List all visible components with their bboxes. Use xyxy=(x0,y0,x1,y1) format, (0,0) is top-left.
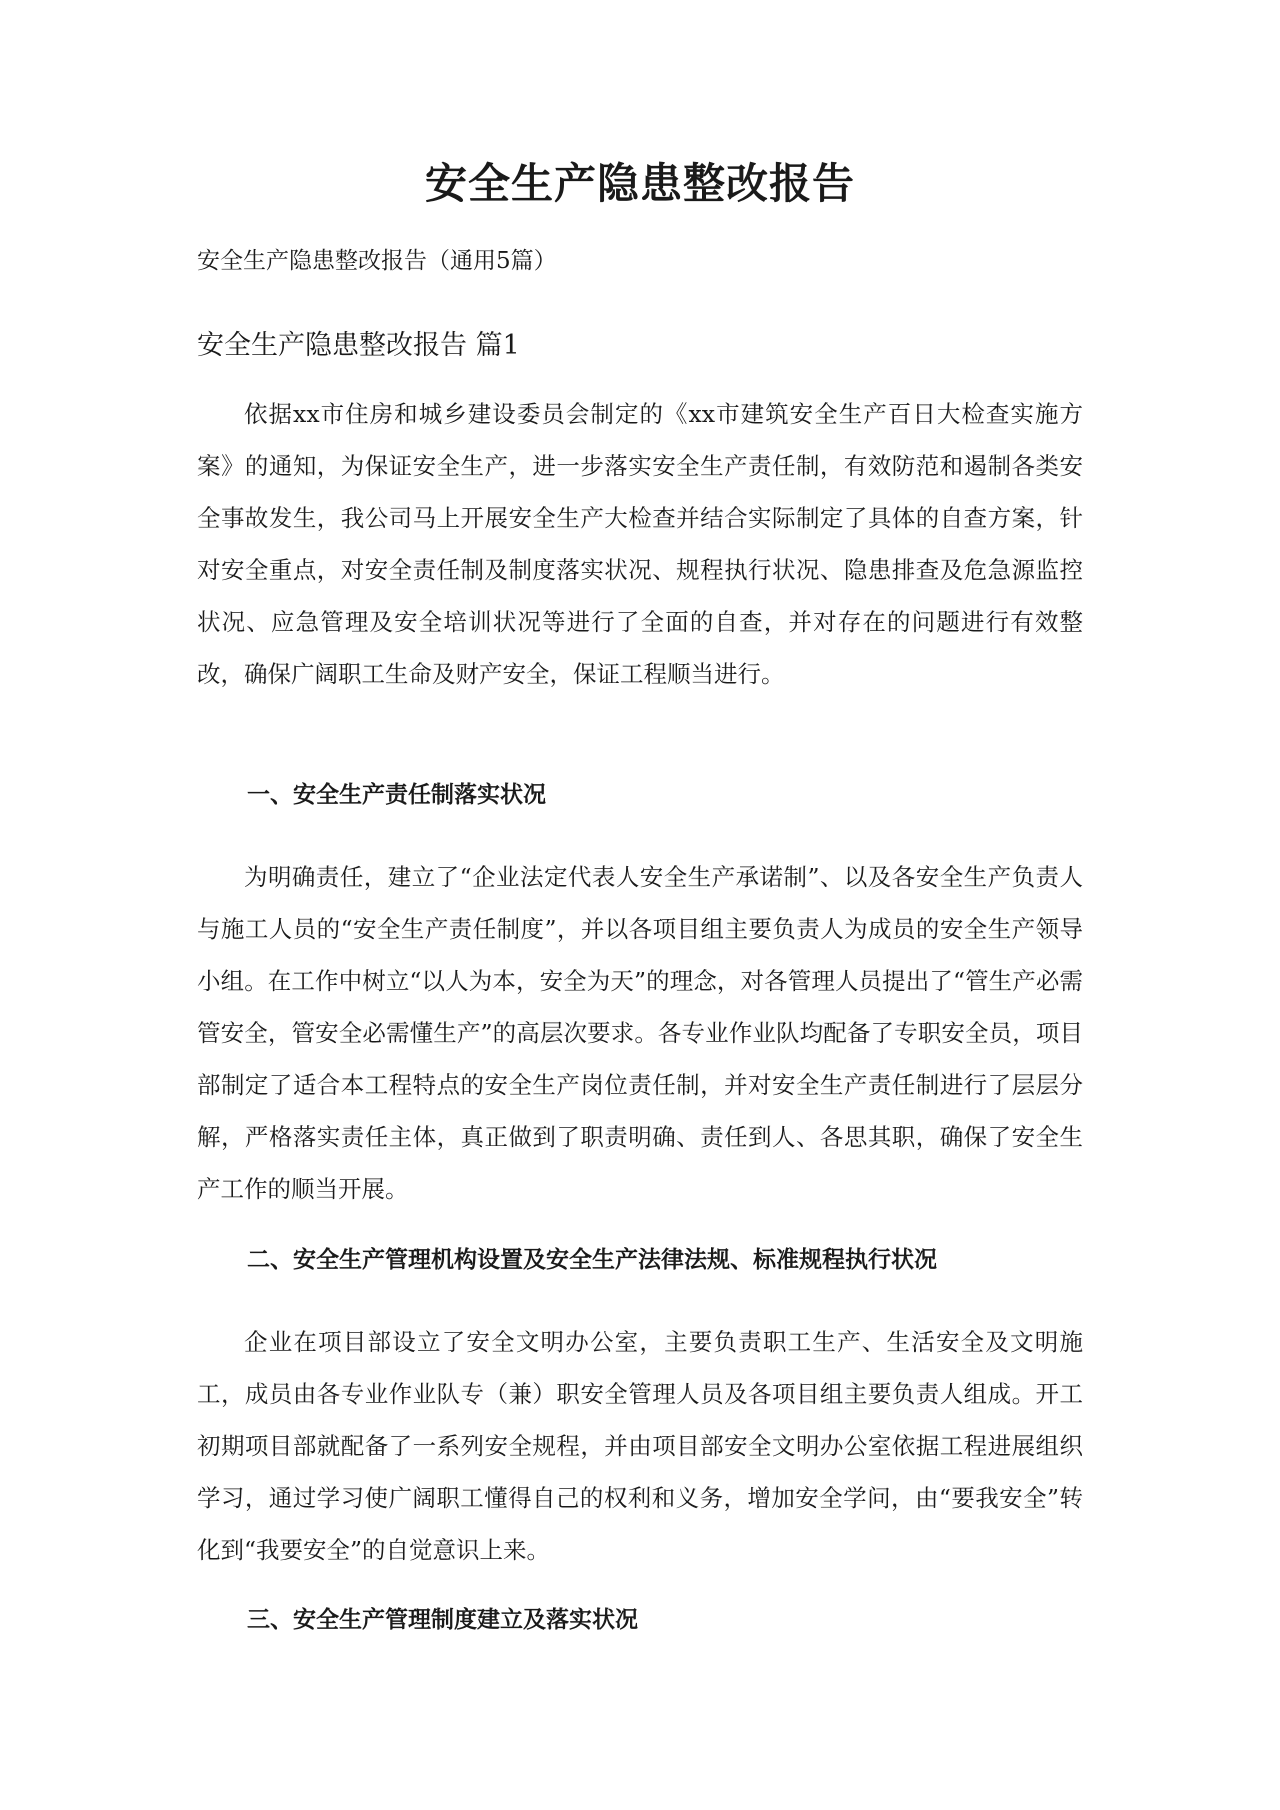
subsection-heading-3: 三、安全生产管理制度建立及落实状况 xyxy=(247,1606,638,1633)
subsection-paragraph-1: 为明确责任，建立了“企业法定代表人安全生产承诺制”、以及各安全生产负责人与施工人员的“安全生产责任制度”，并以各项目组主要负责人为成员的安全生产领导小组。在工作中树立“以人为本，安全为天”的理念，对各管理人员提出了“管生产必需管安全，管安全必需懂生产”的高层次要求。各专业作业队均配备了专职安全员，项目部制定了适合本工程特点的安全生产岗位责任制，并对安全生产责任制进行了层层分解，严格落实责任主体，真正做到了职责明确、责任到人、各思其职，确保了安全生产工作的顺当开展。 xyxy=(197,863,1083,1203)
intro-paragraph: 依据xx市住房和城乡建设委员会制定的《xx市建筑安全生产百日大检查实施方案》的通知，为保证安全生产，进一步落实安全生产责任制，有效防范和遏制各类安全事故发生，我公司马上开展安全生产大检查并结合实际制定了具体的自查方案，针对安全重点，对安全责任制及制度落实状况、规程执行状况、隐患排查及危急源监控状况、应急管理及安全培训状况等进行了全面的自查，并对存在的问题进行有效整改，确保广阔职工生命及财产安全，保证工程顺当进行。 xyxy=(197,400,1083,688)
document-subtitle: 安全生产隐患整改报告（通用5篇） xyxy=(197,248,557,274)
subsection-heading-1: 一、安全生产责任制落实状况 xyxy=(247,781,546,808)
subsection-paragraph-2: 企业在项目部设立了安全文明办公室，主要负责职工生产、生活安全及文明施工，成员由各专业作业队专（兼）职安全管理人员及各项目组主要负责人组成。开工初期项目部就配备了一系列安全规程，并由项目部安全文明办公室依据工程进展组织学习，通过学习使广阔职工懂得自己的权利和义务，增加安全学问，由“要我安全”转化到“我要安全”的自觉意识上来。 xyxy=(197,1328,1083,1564)
section-heading: 安全生产隐患整改报告 篇1 xyxy=(197,330,520,361)
subsection-heading-2: 二、安全生产管理机构设置及安全生产法律法规、标准规程执行状况 xyxy=(247,1246,937,1273)
document-title: 安全生产隐患整改报告 xyxy=(424,159,855,208)
